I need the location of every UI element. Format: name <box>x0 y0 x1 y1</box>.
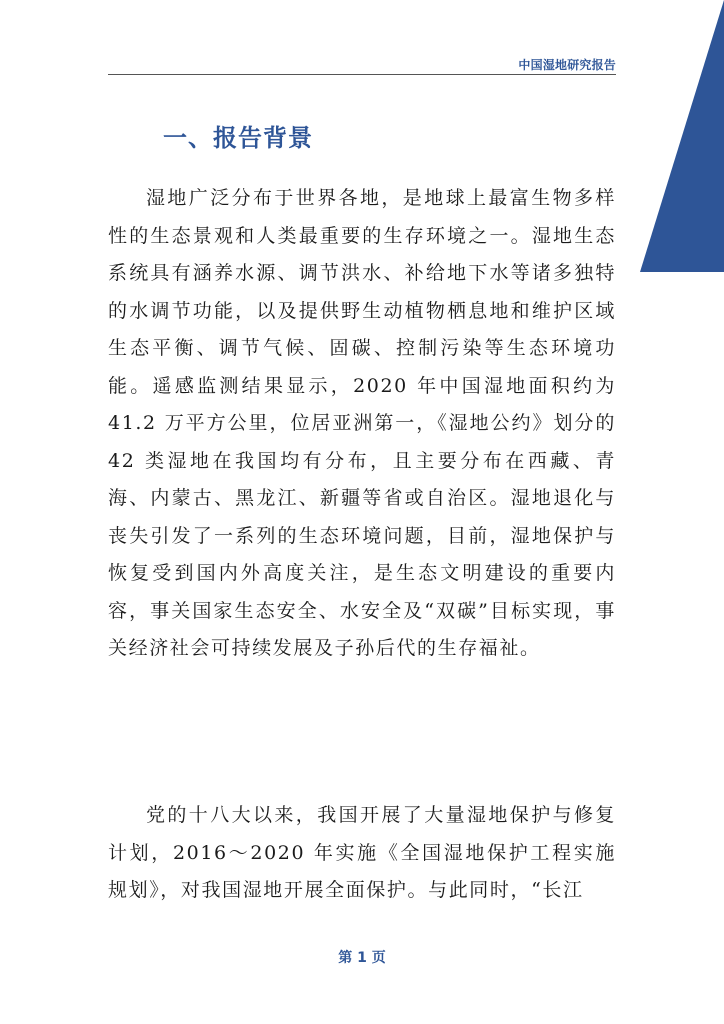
section-heading: 一、报告背景 <box>163 124 313 152</box>
body-paragraph-2: 党的十八大以来，我国开展了大量湿地保护与修复计划，2016～2020 年实施《全国湿地保护工程实施规划》，对我国湿地开展全面保护。与此同时，“长江 <box>108 804 616 901</box>
page-number: 第 1 页 <box>338 950 386 966</box>
header-rule <box>108 74 616 75</box>
corner-decoration <box>640 0 724 272</box>
body-paragraph-1: 湿地广泛分布于世界各地，是地球上最富生物多样性的生态景观和人类最重要的生存环境之一。湿地生态系统具有涵养水源、调节洪水、补给地下水等诸多独特的水调节功能，以及提供野生动植物栖息地和维护区域生态平衡、调节气候、固碳、控制污染等生态环境功能。遥感监测结果显示，2020 年中国湿地面积约为 41.2 万平方公里，位居亚洲第一，《湿地公约》划分的 42 类湿地在我国均有分布，且主要分布在西藏、青海、内蒙古、黑龙江、新疆等省或自治区。湿地退化与丧失引发了一系列的生态环境问题，目前，湿地保护与恢复受到国内外高度关注，是生态文明建设的重要内容，事关国家生态安全、水安全及“双碳”目标实现，事关经济社会可持续发展及子孙后代的生存福祉。 <box>108 187 616 659</box>
corner-triangle-shape <box>640 0 724 272</box>
running-header: 中国湿地研究报告 <box>518 58 616 72</box>
